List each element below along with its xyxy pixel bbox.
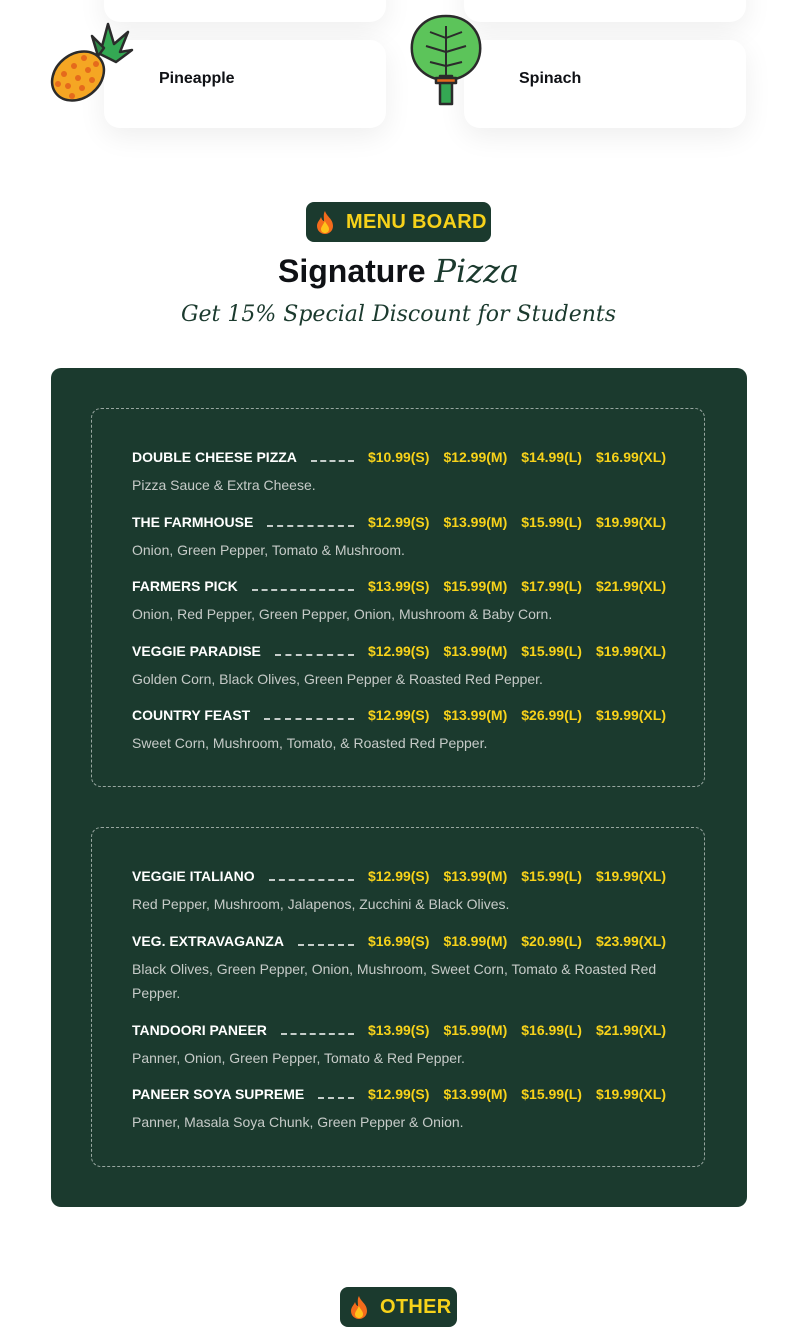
menu-item-description: Onion, Red Pepper, Green Pepper, Onion, Mushroom & Baby Corn. [132,606,553,622]
price-xl: $19.99(XL) [595,514,666,530]
price-m: $13.99(M) [443,868,508,884]
price-m: $13.99(M) [443,1086,508,1102]
dotted-leader [298,944,354,946]
price-xl: $19.99(XL) [595,1086,666,1102]
price-m: $18.99(M) [443,933,508,949]
price-l: $20.99(L) [521,933,582,949]
menu-item-name: TANDOORI PANEER [132,1022,267,1038]
menu-item-prices [368,514,666,530]
menu-item-prices [368,933,666,949]
dotted-leader [275,654,354,656]
price-xl: $19.99(XL) [595,643,666,659]
price-s: $12.99(S) [367,707,430,723]
menu-item [132,705,666,755]
ingredient-label: Pineapple [159,70,235,87]
menu-group [91,408,705,787]
price-l: $15.99(L) [521,643,582,659]
price-m: $12.99(M) [443,449,508,465]
menu-item-name: PANEER SOYA SUPREME [132,1086,305,1102]
other-badge [340,1287,457,1327]
menu-item-prices [368,707,666,723]
menu-item [132,641,666,691]
menu-item [132,1084,666,1134]
discount-subtitle: Get 15% Special Discount for Students [180,302,617,327]
menu-item [132,1020,666,1070]
menu-item-description: Black Olives, Green Pepper, Onion, Mushroom, Sweet Corn, Tomato & Roasted Red Pepper. [132,961,657,1001]
menu-item [132,447,666,497]
menu-item-description: Panner, Masala Soya Chunk, Green Pepper & Onion. [132,1114,464,1130]
ingredient-card-top-right [464,0,746,22]
menu-item [132,931,666,1005]
badge-label: MENU BOARD [346,210,487,233]
dotted-leader [269,879,354,881]
price-l: $17.99(L) [521,578,582,594]
menu-item-prices [368,578,666,594]
menu-item [132,576,666,626]
price-xl: $23.99(XL) [595,933,666,949]
ingredient-card-top-left [104,0,386,22]
fire-icon [312,209,338,235]
pineapple-icon [38,14,134,108]
title-bold: Signature [277,253,426,289]
price-l: $16.99(L) [521,1022,582,1038]
price-m: $15.99(M) [443,578,508,594]
menu-item-prices [368,449,666,465]
badge-label: OTHER [380,1295,452,1318]
price-s: $13.99(S) [367,1022,430,1038]
menu-item-name: VEGGIE PARADISE [132,643,261,659]
price-s: $13.99(S) [367,578,430,594]
menu-item [132,866,666,916]
menu-item-description: Golden Corn, Black Olives, Green Pepper & Roasted Red Pepper. [132,671,543,687]
price-s: $12.99(S) [367,1086,430,1102]
menu-item-name: THE FARMHOUSE [132,514,254,530]
fire-icon [346,1294,372,1320]
price-l: $15.99(L) [521,514,582,530]
menu-item-prices [368,1086,666,1102]
ingredient-card-pineapple[interactable] [104,40,386,128]
price-xl: $19.99(XL) [595,707,666,723]
ingredient-label: Spinach [519,70,582,87]
dotted-leader [264,718,354,720]
menu-group [91,827,705,1167]
spinach-icon [406,12,486,108]
price-s: $12.99(S) [367,514,430,530]
price-l: $15.99(L) [521,1086,582,1102]
ingredient-card-spinach[interactable] [464,40,746,128]
menu-item [132,512,666,562]
price-l: $26.99(L) [521,707,582,723]
page-title [0,252,797,290]
price-s: $16.99(S) [367,933,430,949]
menu-item-description: Red Pepper, Mushroom, Jalapenos, Zucchini & Black Olives. [132,896,510,912]
price-m: $13.99(M) [443,707,508,723]
menu-item-name: VEGGIE ITALIANO [132,868,255,884]
dotted-leader [267,525,354,527]
dotted-leader [252,589,354,591]
menu-item-prices [368,1022,666,1038]
menu-item-name: VEG. EXTRAVAGANZA [132,933,284,949]
dotted-leader [311,460,354,462]
dotted-leader [318,1097,354,1099]
price-s: $10.99(S) [367,449,430,465]
price-s: $12.99(S) [367,868,430,884]
price-xl: $19.99(XL) [595,868,666,884]
price-m: $13.99(M) [443,643,508,659]
title-script: Pizza [434,252,520,290]
price-s: $12.99(S) [367,643,430,659]
price-m: $15.99(M) [443,1022,508,1038]
price-xl: $16.99(XL) [595,449,666,465]
price-l: $15.99(L) [521,868,582,884]
menu-item-description: Onion, Green Pepper, Tomato & Mushroom. [132,542,405,558]
menu-item-description: Sweet Corn, Mushroom, Tomato, & Roasted Red Pepper. [132,735,488,751]
menu-item-description: Pizza Sauce & Extra Cheese. [132,477,316,493]
menu-item-description: Panner, Onion, Green Pepper, Tomato & Red Pepper. [132,1050,465,1066]
menu-item-name: COUNTRY FEAST [132,707,251,723]
price-xl: $21.99(XL) [595,1022,666,1038]
dotted-leader [281,1033,354,1035]
price-l: $14.99(L) [521,449,582,465]
price-m: $13.99(M) [443,514,508,530]
menu-board-badge [306,202,491,242]
price-xl: $21.99(XL) [595,578,666,594]
menu-item-name: DOUBLE CHEESE PIZZA [132,449,297,465]
menu-panel [51,368,747,1207]
menu-item-prices [368,868,666,884]
menu-item-prices [368,643,666,659]
menu-item-name: FARMERS PICK [132,578,238,594]
